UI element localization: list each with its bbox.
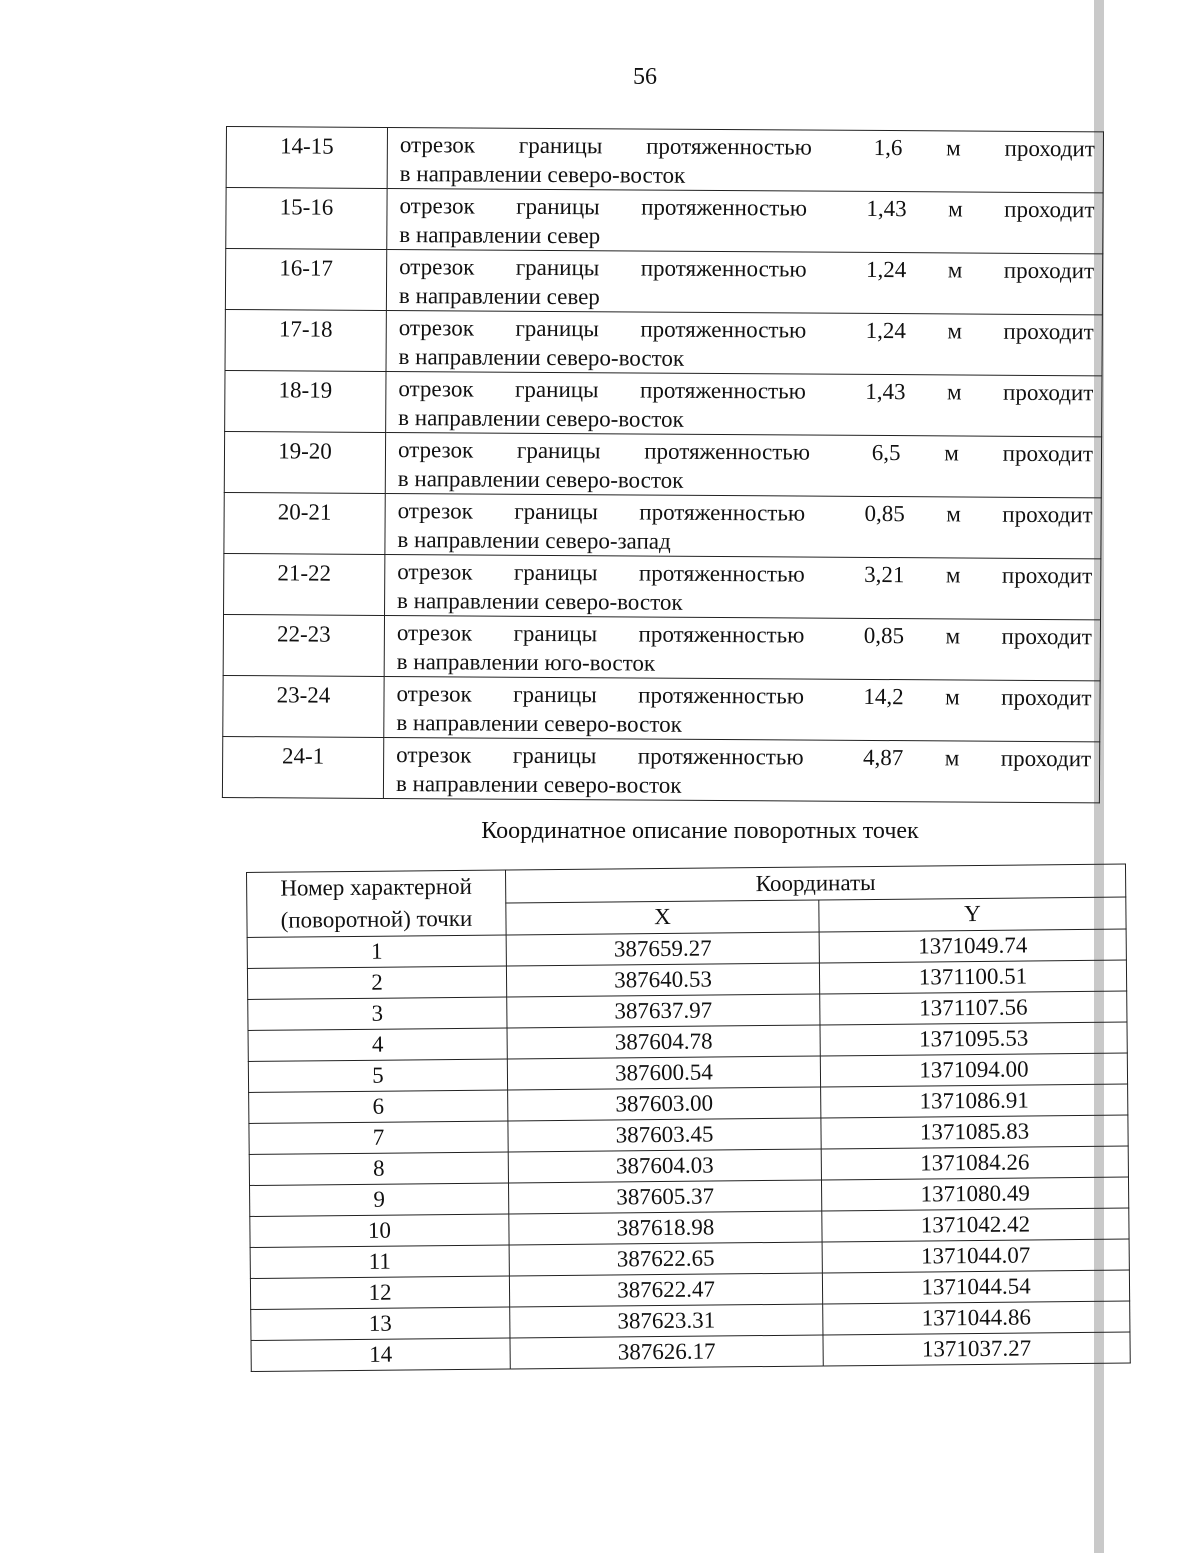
segment-length: 1,43 [866, 195, 907, 222]
segment-direction: в направлении северо-восток [395, 771, 682, 798]
segment-row [225, 370, 1102, 436]
segment-verb: проходит [1003, 318, 1094, 345]
segment-row [223, 614, 1100, 680]
segment-word: границы [514, 376, 599, 403]
coord-x: 387659.27 [506, 932, 819, 966]
segment-word: отрезок [396, 742, 472, 768]
segment-text-line1 [400, 130, 1095, 163]
segment-description [385, 554, 1101, 619]
coord-y: 1371042.42 [822, 1208, 1129, 1242]
segment-text-line1 [398, 435, 1093, 468]
coordinates-body [247, 929, 1130, 1371]
segment-description [387, 127, 1103, 192]
coord-x: 387637.97 [507, 994, 820, 1028]
coordinates-title: Координатное описание поворотных точек [481, 818, 919, 844]
segment-row [225, 309, 1102, 375]
segment-word: границы [513, 620, 598, 647]
point-number: 1 [247, 935, 506, 968]
point-number: 2 [247, 966, 506, 999]
segment-word: границы [515, 315, 600, 342]
segment-text-line1 [399, 313, 1094, 346]
coord-x: 387640.53 [506, 963, 819, 997]
point-header-line1: Номер характерной [280, 873, 473, 901]
segment-unit: м [945, 623, 961, 649]
segment-direction: в направлении юго-восток [396, 649, 656, 676]
segment-id: 17-18 [225, 309, 386, 371]
point-number: 3 [248, 997, 507, 1030]
segment-text-line1 [399, 191, 1094, 224]
segment-id: 24-1 [222, 736, 383, 798]
segment-unit: м [945, 684, 960, 710]
segment-direction: в направлении северо-восток [396, 710, 682, 737]
coord-y: 1371107.56 [820, 991, 1127, 1025]
segment-unit: м [946, 379, 962, 405]
segment-length: 1,24 [865, 256, 907, 283]
segment-description [385, 432, 1101, 497]
segment-unit: м [948, 196, 963, 222]
segment-verb: проходит [1002, 501, 1093, 528]
segment-direction: в направлении северо-восток [398, 344, 685, 371]
segment-id: 16-17 [225, 249, 386, 311]
segment-description [387, 188, 1103, 253]
segment-word: отрезок [396, 681, 472, 707]
segment-word: отрезок [399, 132, 476, 158]
segment-word: отрезок [397, 559, 473, 585]
segment-word: отрезок [399, 193, 475, 219]
coord-x: 387622.47 [509, 1273, 822, 1307]
coord-y: 1371084.26 [821, 1146, 1128, 1180]
segment-word: протяженностью [639, 377, 806, 404]
segments-body [222, 127, 1103, 803]
segment-description [384, 676, 1100, 741]
segment-word: протяженностью [637, 743, 804, 770]
segment-length: 1,6 [873, 134, 903, 161]
segment-unit: м [945, 562, 961, 588]
segment-text-line1 [399, 252, 1094, 285]
segment-unit: м [947, 318, 963, 344]
segment-verb: проходит [1004, 196, 1095, 223]
segment-row [226, 188, 1103, 254]
segment-text-line1 [397, 618, 1092, 651]
segment-verb: проходит [1001, 623, 1092, 650]
segment-row [226, 127, 1103, 193]
segment-description [386, 371, 1102, 436]
point-number: 7 [249, 1121, 508, 1154]
segment-id: 22-23 [223, 614, 384, 676]
point-number: 13 [251, 1307, 510, 1340]
segment-description [385, 493, 1101, 558]
boundary-segments-table [222, 126, 1104, 803]
segment-description [384, 615, 1100, 680]
segment-description [386, 310, 1102, 375]
segment-length: 4,87 [862, 744, 904, 771]
segment-word: границы [512, 742, 597, 769]
segment-word: отрезок [398, 315, 475, 341]
coord-x: 387623.31 [510, 1304, 823, 1338]
coord-y: 1371086.91 [821, 1084, 1128, 1118]
segment-word: отрезок [396, 620, 473, 646]
segment-unit: м [946, 135, 961, 161]
segment-word: протяженностью [640, 255, 807, 282]
coord-x: 387600.54 [507, 1056, 820, 1090]
segment-word: отрезок [397, 437, 474, 463]
segment-length: 14,2 [863, 683, 904, 710]
segment-id: 21-22 [224, 553, 385, 615]
coord-y: 1371080.49 [821, 1177, 1128, 1211]
segment-unit: м [944, 745, 960, 771]
x-header: X [506, 900, 819, 936]
coord-x: 387605.37 [508, 1180, 821, 1214]
point-number-header [247, 870, 507, 937]
coord-y: 1371094.00 [820, 1053, 1127, 1087]
segment-row [223, 675, 1100, 741]
coord-y: 1371095.53 [820, 1022, 1127, 1056]
segment-word: границы [513, 559, 598, 586]
segment-direction: в направлении северо-восток [399, 161, 686, 188]
segment-id: 18-19 [225, 370, 386, 432]
segment-verb: проходит [1003, 257, 1095, 284]
segment-word: протяженностью [639, 499, 806, 526]
segment-text-line1 [398, 374, 1093, 407]
segment-length: 3,21 [864, 561, 905, 588]
segment-text-line1 [396, 679, 1091, 712]
coord-y: 1371049.74 [819, 929, 1126, 963]
segment-id: 15-16 [226, 188, 387, 250]
coords-group-header: Координаты [505, 864, 1125, 902]
segment-id: 14-15 [226, 127, 387, 189]
segment-word: отрезок [397, 498, 473, 524]
segment-word: границы [516, 437, 601, 464]
segment-description [386, 249, 1102, 314]
segment-unit: м [947, 257, 963, 283]
segment-direction: в направлении северо-восток [398, 405, 684, 432]
point-number: 5 [248, 1059, 507, 1092]
coord-x: 387626.17 [510, 1335, 823, 1369]
segment-word: границы [518, 132, 603, 159]
segment-row [224, 553, 1101, 619]
segment-row [222, 736, 1099, 802]
segment-word: отрезок [398, 376, 474, 402]
coord-x: 387604.78 [507, 1025, 820, 1059]
segment-text-line1 [398, 496, 1093, 529]
coord-y: 1371100.51 [819, 960, 1126, 994]
coord-y: 1371044.54 [822, 1270, 1129, 1304]
coord-y: 1371085.83 [821, 1115, 1128, 1149]
point-number: 6 [249, 1090, 508, 1123]
segment-word: протяженностью [644, 438, 811, 465]
point-number: 4 [248, 1028, 507, 1061]
segment-id: 19-20 [224, 431, 385, 493]
page-number: 56 [633, 64, 657, 90]
segment-word: протяженностью [638, 560, 805, 587]
segment-word: границы [516, 193, 600, 220]
segment-word: границы [514, 498, 598, 525]
point-number: 10 [250, 1214, 509, 1247]
segment-word: протяженностью [640, 316, 807, 343]
coord-x: 387618.98 [509, 1211, 822, 1245]
segment-word: протяженностью [638, 682, 805, 709]
y-header: Y [819, 897, 1126, 932]
segment-verb: проходит [1004, 135, 1095, 162]
segment-word: границы [515, 254, 600, 281]
point-number: 14 [251, 1338, 510, 1371]
segment-row [224, 431, 1101, 497]
segment-id: 20-21 [224, 492, 385, 554]
segment-length: 0,85 [864, 500, 905, 527]
coord-y: 1371037.27 [823, 1332, 1130, 1366]
segment-length: 0,85 [863, 622, 905, 649]
point-header-line2: (поворотной) точки [280, 905, 473, 933]
point-number: 8 [249, 1152, 508, 1185]
segment-length: 1,24 [865, 317, 906, 344]
coord-y: 1371044.86 [823, 1301, 1130, 1335]
coord-y: 1371044.07 [822, 1239, 1129, 1273]
segment-text-line1 [397, 557, 1092, 590]
segment-word: протяженностью [646, 133, 812, 160]
coord-x: 387603.45 [508, 1118, 821, 1152]
segment-direction: в направлении северо-восток [397, 588, 683, 615]
segment-verb: проходит [1001, 562, 1093, 589]
segment-verb: проходит [1001, 684, 1092, 711]
segment-direction: в направлении север [398, 283, 600, 310]
segment-description [383, 737, 1099, 802]
point-number: 12 [250, 1276, 509, 1309]
segment-unit: м [946, 501, 961, 527]
segment-direction: в направлении северо-восток [397, 466, 684, 493]
segment-row [225, 249, 1102, 315]
coordinates-table [246, 864, 1131, 1372]
coord-x: 387604.03 [508, 1149, 821, 1183]
coord-x: 387603.00 [508, 1087, 821, 1121]
point-number: 11 [250, 1245, 509, 1278]
segment-verb: проходит [1002, 379, 1094, 406]
segment-length: 6,5 [871, 439, 901, 466]
segment-unit: м [944, 440, 959, 466]
segment-word: отрезок [399, 254, 475, 280]
segment-length: 1,43 [865, 378, 906, 405]
segment-verb: проходит [1002, 440, 1094, 467]
segment-text-line1 [396, 740, 1091, 773]
segment-direction: в направлении север [399, 222, 601, 249]
segment-direction: в направлении северо-запад [397, 527, 671, 554]
segment-id: 23-24 [223, 675, 384, 737]
segment-word: протяженностью [638, 621, 805, 648]
point-number: 9 [250, 1183, 509, 1216]
segment-row [224, 492, 1101, 558]
coord-x: 387622.65 [509, 1242, 822, 1276]
coordinates-header [247, 864, 1127, 937]
segment-word: протяженностью [641, 194, 808, 221]
segment-verb: проходит [1000, 745, 1092, 772]
segment-word: границы [513, 681, 597, 708]
